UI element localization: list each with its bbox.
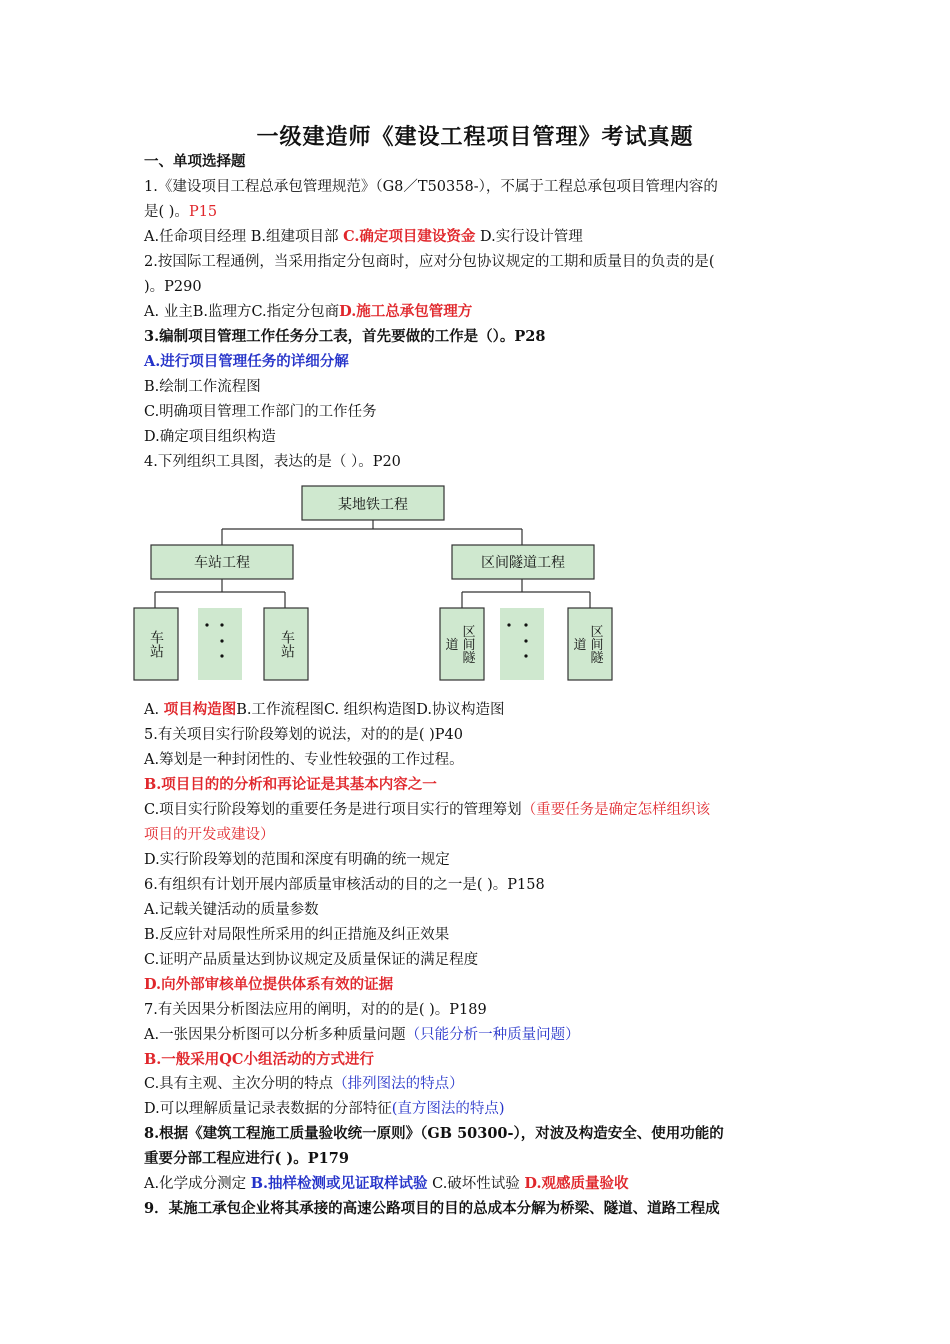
q8-option-b: B.抽样检测或见证取样试验 bbox=[250, 1175, 428, 1192]
q3-option-c: C.明确项目管理工作部门的工作任务 bbox=[144, 404, 377, 420]
q3-stem: 3.编制项目管理工作任务分工表，首先要做的工作是（）。P28 bbox=[144, 328, 546, 345]
station-leaf-2-label: 车站 bbox=[279, 630, 295, 658]
q7-option-d: D.可以理解质量记录表数据的分部特征(直方图法的特点) bbox=[144, 1101, 505, 1117]
q7-stem: 7.有关因果分析图法应用的阐明，对的的是( )。P189 bbox=[144, 1002, 487, 1018]
q7-note-c: （排列图法的特点） bbox=[333, 1076, 464, 1092]
q7-note-a: （只能分析一种质量问题） bbox=[405, 1027, 580, 1043]
q6-stem: 6.有组织有计划开展内部质量审核活动的目的之一是( )。P158 bbox=[144, 877, 545, 893]
q8-stem-line1: 8.根据《建筑工程施工质量验收统一原则》（GB 50300-），对波及构造安全、使用功能的 bbox=[144, 1125, 724, 1142]
tunnel-leaf-2-col1: 区间隧 bbox=[587, 624, 603, 664]
root-node-label: 某地铁工程 bbox=[338, 497, 408, 513]
q5-option-d: D.实行阶段筹划的范围和深度有明确的统一规定 bbox=[144, 852, 450, 868]
q3-option-b: B.绘制工作流程图 bbox=[144, 379, 261, 395]
q5-stem: 5.有关项目实行阶段筹划的说法，对的的是( )P40 bbox=[144, 727, 463, 743]
q5-note-cont: 项目的开发或建设） bbox=[144, 827, 275, 843]
q5-option-c: C.项目实行阶段筹划的重要任务是进行项目实行的管理筹划（重要任务是确定怎样组织该 bbox=[144, 802, 711, 818]
q7-option-a: A.一张因果分析图可以分析多种质量问题（只能分析一种质量问题） bbox=[144, 1027, 580, 1043]
q7-note-d: (直方图法的特点) bbox=[391, 1101, 505, 1117]
tunnel-leaf-1-col1: 区间隧 bbox=[459, 624, 475, 664]
tunnel-engineering-label: 区间隧道工程 bbox=[481, 555, 565, 571]
q1-answer: C.确定项目建设资金 bbox=[343, 228, 476, 245]
q4-options: A. 项目构造图B.工作流程图C. 组织构造图D.协议构造图 bbox=[144, 701, 505, 718]
q1-options: A.任命项目经理 B.组建项目部 C.确定项目建设资金 D.实行设计管理 bbox=[144, 228, 583, 245]
q6-option-c: C.证明产品质量达到协议规定及质量保证的满足程度 bbox=[144, 952, 479, 968]
ellipsis-leaf-left bbox=[198, 608, 242, 680]
q2-stem-line2: )。P290 bbox=[144, 279, 202, 295]
q4-answer: 项目构造图 bbox=[163, 701, 237, 718]
q1-page-ref: P15 bbox=[188, 204, 218, 220]
ellipsis-leaf-right bbox=[500, 608, 544, 680]
q5-answer: B.项目目的的分析和再论证是其基本内容之一 bbox=[144, 776, 437, 793]
q5-option-a: A.筹划是一种封闭性的、专业性较强的工作过程。 bbox=[144, 752, 464, 768]
q5-note: （重要任务是确定怎样组织该 bbox=[521, 802, 711, 818]
station-leaf-1-label: 车站 bbox=[148, 630, 164, 658]
q3-option-d: D.确定项目组织构造 bbox=[144, 429, 276, 445]
station-engineering-label: 车站工程 bbox=[194, 555, 250, 571]
org-tree-diagram bbox=[130, 484, 620, 688]
q8-option-d: D.观感质量验收 bbox=[524, 1175, 629, 1192]
q2-stem-line1: 2.按国际工程通例，当采用指定分包商时，应对分包协议规定的工期和质量目的负责的是( bbox=[144, 254, 715, 270]
q1-stem-line2: 是( )。P15 bbox=[144, 204, 218, 220]
q2-options: A. 业主B.监理方C.指定分包商D.施工总承包管理方 bbox=[144, 303, 473, 320]
q6-answer: D.向外部审核单位提供体系有效的证据 bbox=[144, 976, 394, 993]
q7-option-c: C.具有主观、主次分明的特点（排列图法的特点） bbox=[144, 1076, 464, 1092]
q3-answer: A.进行项目管理任务的详细分解 bbox=[144, 353, 349, 370]
page-title: 一级建造师《建设工程项目管理》考试真题 bbox=[256, 124, 694, 150]
q4-stem: 4.下列组织工具图，表达的是（ ）。P20 bbox=[144, 454, 401, 470]
q8-options: A.化学成分测定 B.抽样检测或见证取样试验 C.破坏性试验 D.观感质量验收 bbox=[144, 1175, 629, 1192]
section-heading: 一、单项选择题 bbox=[144, 153, 246, 170]
q1-stem-line1: 1.《建设项目工程总承包管理规范》（G8／T50358-），不属于工程总承包项目管理内容的 bbox=[144, 179, 718, 195]
tunnel-leaf-1-col2: 道 bbox=[442, 637, 458, 651]
q9-stem-line1: 9．某施工承包企业将其承接的高速公路项目的目的总成本分解为桥梁、隧道、道路工程成 bbox=[144, 1200, 720, 1217]
tunnel-leaf-2-col2: 道 bbox=[570, 637, 586, 651]
q7-answer: B.一般采用QC小组活动的方式进行 bbox=[144, 1051, 374, 1068]
q2-answer: D.施工总承包管理方 bbox=[339, 303, 473, 320]
q6-option-a: A.记载关键活动的质量参数 bbox=[144, 902, 319, 918]
q6-option-b: B.反应针对局限性所采用的纠正措施及纠正效果 bbox=[144, 927, 450, 943]
q8-stem-line2: 重要分部工程应进行( )。P179 bbox=[144, 1150, 349, 1167]
